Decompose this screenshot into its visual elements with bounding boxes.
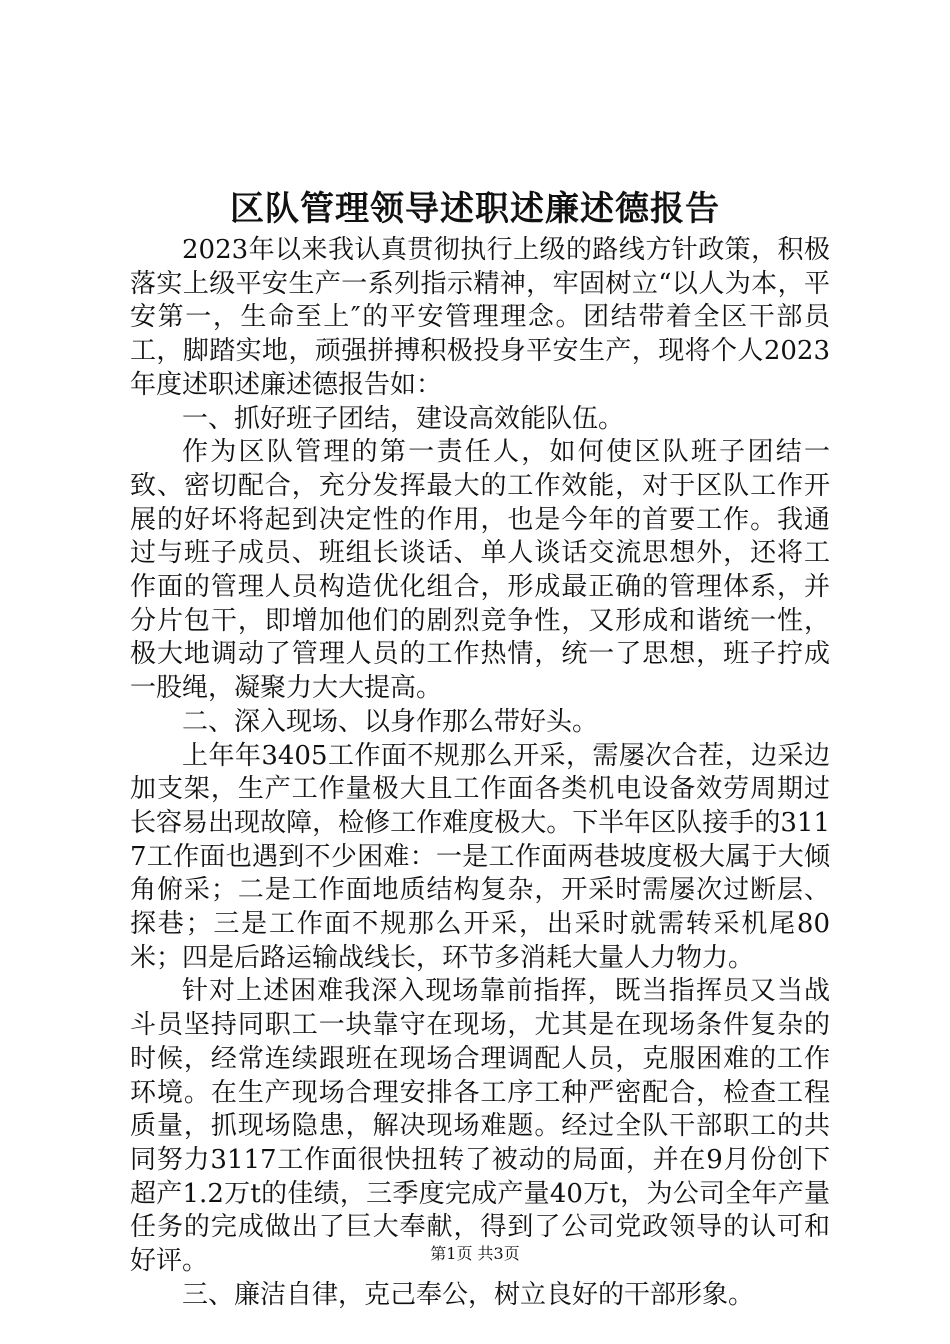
section-heading-2: 二、深入现场、以身作那么带好头。 — [182, 706, 599, 737]
document-title: 区队管理领导述职述廉述德报告 — [230, 189, 720, 229]
section-1-paragraph: 作为区队管理的第一责任人，如何使区队班子团结一致、密切配合，充分发挥最大的工作效能，对于区队工作开展的好坏将起到决定性的作用，也是今年的首要工作。我通过与班子成员、班组长谈话、单人谈话交流思想外，还将工作面的管理人员构造优化组合，形成最正确的管理体系，并分片包干，即增加他们的剧烈竞争性，又形成和谐统一性，极大地调动了管理人员的工作热情，统一了思想，班子拧成一股绳，凝聚力大大提高。 — [130, 437, 830, 704]
section-2-paragraph-2: 针对上述困难我深入现场靠前指挥，既当指挥员又当战斗员坚持同职工一块靠守在现场，尤其是在现场条件复杂的时候，经常连续跟班在现场合理调配人员，克服困难的工作环境。在生产现场合理安排各工序工种严密配合，检查工程质量，抓现场隐患，解决现场难题。经过全队干部职工的共同努力3117工作面很快扭转了被动的局面，并在9月份创下超产1.2万t的佳绩，三季度完成产量40万t，为公司全年产量任务的完成做出了巨大奉献，得到了公司党政领导的认可和好评。 — [130, 976, 830, 1277]
section-heading-1: 一、抓好班子团结，建设高效能队伍。 — [182, 403, 625, 434]
section-2-paragraph-1: 上年年3405工作面不规那么开采，需屡次合茬，边采边加支架，生产工作量极大且工作面各类机电设备效劳周期过长容易出现故障，检修工作难度极大。下半年区队接手的3117工作面也遇到不少困难：一是工作面两巷坡度极大属于大倾角俯采；二是工作面地质结构复杂，开采时需屡次过断层、探巷；三是工作面不规那么开采，出采时就需转采机尾80米；四是后路运输战线长，环节多消耗大量人力物力。 — [130, 740, 830, 973]
document-body — [130, 234, 830, 1313]
section-heading-3: 三、廉洁自律，克己奉公，树立良好的干部形象。 — [182, 1279, 755, 1310]
page-number-footer: 第1页 共3页 — [430, 1244, 520, 1263]
intro-paragraph: 2023年以来我认真贯彻执行上级的路线方针政策，积极落实上级平安生产一系列指示精神，牢固树立“以人为本，平安第一，生命至上″的平安管理理念。团结带着全区干部员工，脚踏实地，顽强拼搏积极投身平安生产，现将个人2023年度述职述廉述德报告如： — [130, 235, 830, 400]
